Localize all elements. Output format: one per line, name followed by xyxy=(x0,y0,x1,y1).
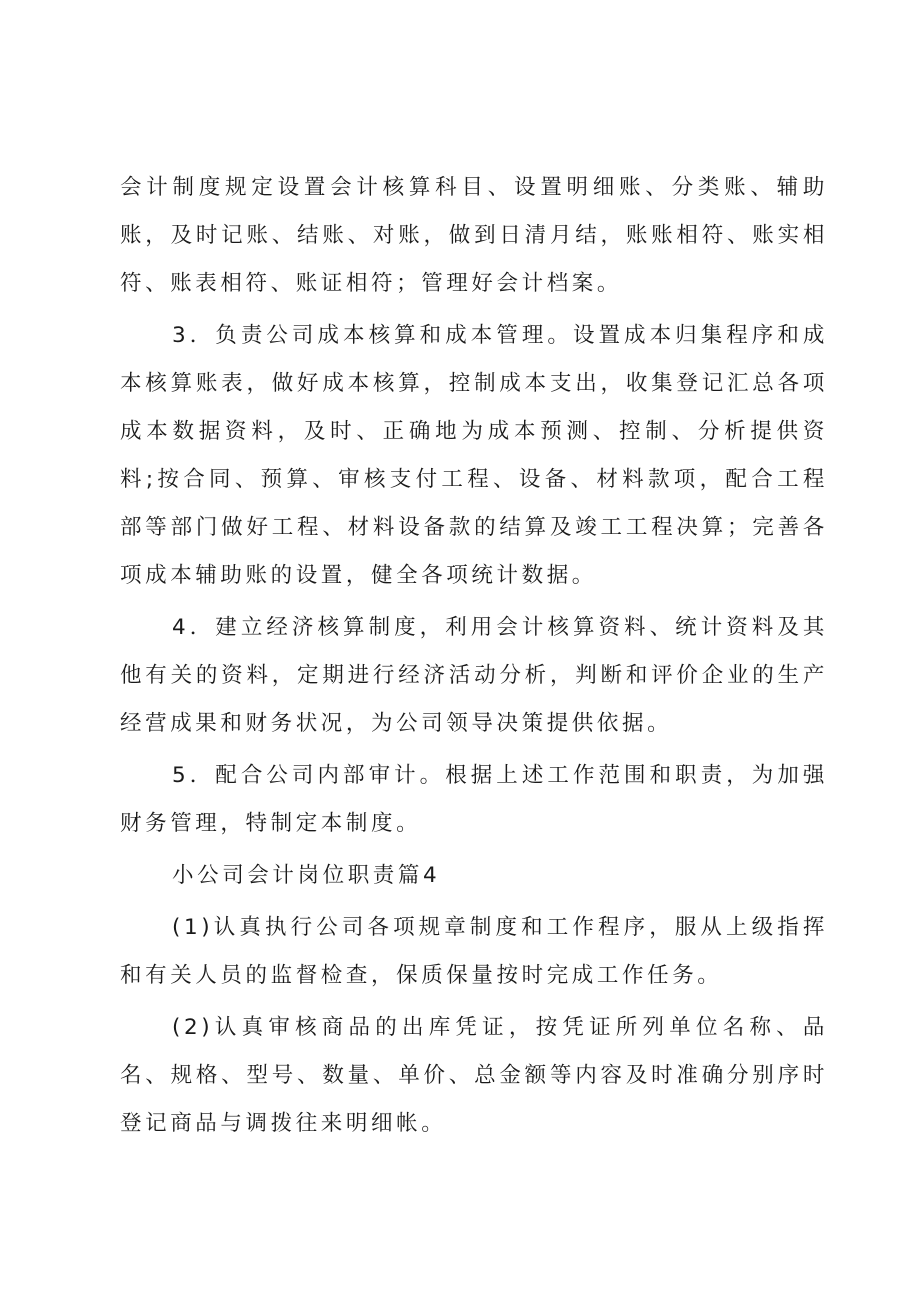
paragraph-duty-2: (2)认真审核商品的出库凭证，按凭证所列单位名称、品名、规格、型号、数量、单价、总金额等内容及时准确分别序时登记商品与调拨往来明细帐。 xyxy=(120,1015,828,1136)
section-heading: 小公司会计岗位职责篇4 xyxy=(172,863,441,888)
paragraph-item-5: 5．配合公司内部审计。根据上述工作范围和职责，为加强财务管理，特制定本制度。 xyxy=(120,763,828,836)
paragraph-item-3: 3．负责公司成本核算和成本管理。设置成本归集程序和成本核算账表，做好成本核算，控制成本支出，收集登记汇总各项成本数据资料，及时、正确地为成本预测、控制、分析提供资料;按合同、预算、审核支付工程、设备、材料款项，配合工程部等部门做好工程、材料设备款的结算及竣工工程决算；完善各项成本辅助账的设置，健全各项统计数据。 xyxy=(120,323,828,588)
document-body xyxy=(120,164,828,1152)
paragraph-continuation: 会计制度规定设置会计核算科目、设置明细账、分类账、辅助账，及时记账、结账、对账，做到日清月结，账账相符、账实相符、账表相符、账证相符；管理好会计档案。 xyxy=(120,175,828,296)
paragraph-duty-1: (1)认真执行公司各项规章制度和工作程序，服从上级指挥和有关人员的监督检查，保质保量按时完成工作任务。 xyxy=(120,915,828,988)
paragraph-item-4: 4．建立经济核算制度，利用会计核算资料、统计资料及其他有关的资料，定期进行经济活动分析，判断和评价企业的生产经营成果和财务状况，为公司领导决策提供依据。 xyxy=(120,615,828,736)
